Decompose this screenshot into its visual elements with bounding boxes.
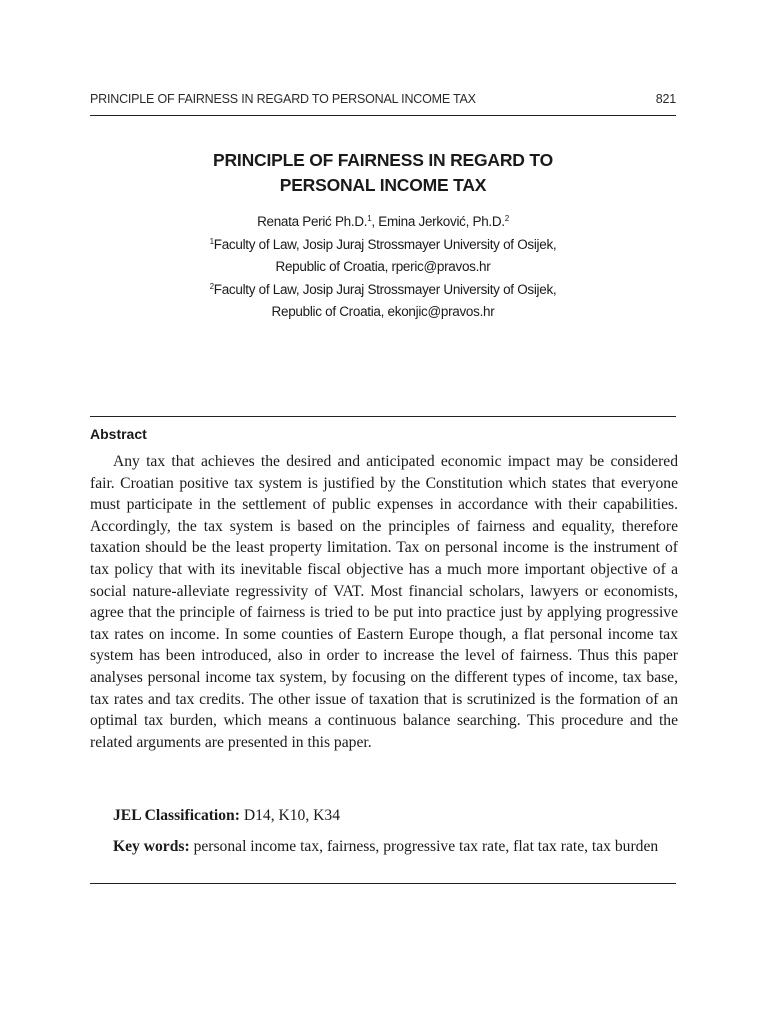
affiliation-2-line-2: Republic of Croatia, ekonjic@pravos.hr	[271, 304, 495, 319]
keywords-label: Key words:	[113, 838, 190, 855]
page-number: 821	[655, 92, 676, 106]
affiliation-1-text: Faculty of Law, Josip Juraj Strossmayer University of Osijek,	[213, 236, 557, 252]
author-2-sup: 2	[504, 214, 509, 223]
affiliation-2-sup: 2	[209, 281, 214, 291]
jel-label: JEL Classification:	[113, 807, 240, 824]
abstract-top-rule	[90, 416, 676, 417]
running-head-title: PRINCIPLE OF FAIRNESS IN REGARD TO PERSONAL INCOME TAX	[90, 92, 476, 106]
running-head	[90, 92, 676, 106]
author-2-name: Emina Jerković, Ph.D.	[378, 214, 505, 229]
affiliation-2-text: Faculty of Law, Josip Juraj Strossmayer University of Osijek,	[213, 281, 557, 297]
abstract-heading: Abstract	[90, 426, 147, 442]
affiliation-1-line-2: Republic of Croatia, rperic@pravos.hr	[275, 259, 491, 274]
affiliation-1-line-1	[90, 234, 676, 257]
author-1-name: Renata Perić Ph.D.	[257, 214, 368, 229]
abstract-bottom-rule	[90, 883, 676, 884]
author-line	[90, 211, 676, 234]
keywords	[90, 836, 678, 858]
author-1-sup: 1	[367, 214, 372, 223]
paper-title	[90, 148, 676, 198]
author-block	[90, 211, 676, 324]
abstract-body: Any tax that achieves the desired and anticipated economic impact may be considered fair. Croatian positive tax system is justified by the Constitution which states that everyone must participate in the settlement of public expenses in accordance with their capabilities. Accordingly, the tax system is based on the principles of fairness and equality, therefore taxation should be the least property limitation. Tax on personal income is the instrument of tax policy that with its inevitable fiscal objective has a much more important objective of a social nature-alleviate regressivity of VAT. Most financial scholars, lawyers or economists, agree that the principle of fairness is tried to be put into practice just by applying progressive tax rates on income. In some counties of Eastern Europe though, a flat personal income tax system has been introduced, also in order to increase the level of fairness. Thus this paper analyses personal income tax system, by focusing on the different types of income, tax base, tax rates and tax credits. The other issue of taxation that is scrutinized is the formation of an optimal tax burden, which means a continuous balance searching. This procedure and the related arguments are presented in this paper.	[90, 453, 678, 751]
title-line-1: PRINCIPLE OF FAIRNESS IN REGARD TO	[213, 150, 553, 170]
jel-classification	[90, 805, 678, 827]
author-separator: ,	[371, 214, 379, 229]
affiliation-1-sup: 1	[209, 236, 214, 246]
jel-value: D14, K10, K34	[239, 807, 340, 824]
title-line-2: PERSONAL INCOME TAX	[279, 175, 487, 195]
header-rule	[90, 115, 676, 116]
keywords-value: personal income tax, fairness, progressive tax rate, flat tax rate, tax burden	[189, 838, 659, 855]
affiliation-2-line-1	[90, 279, 676, 302]
